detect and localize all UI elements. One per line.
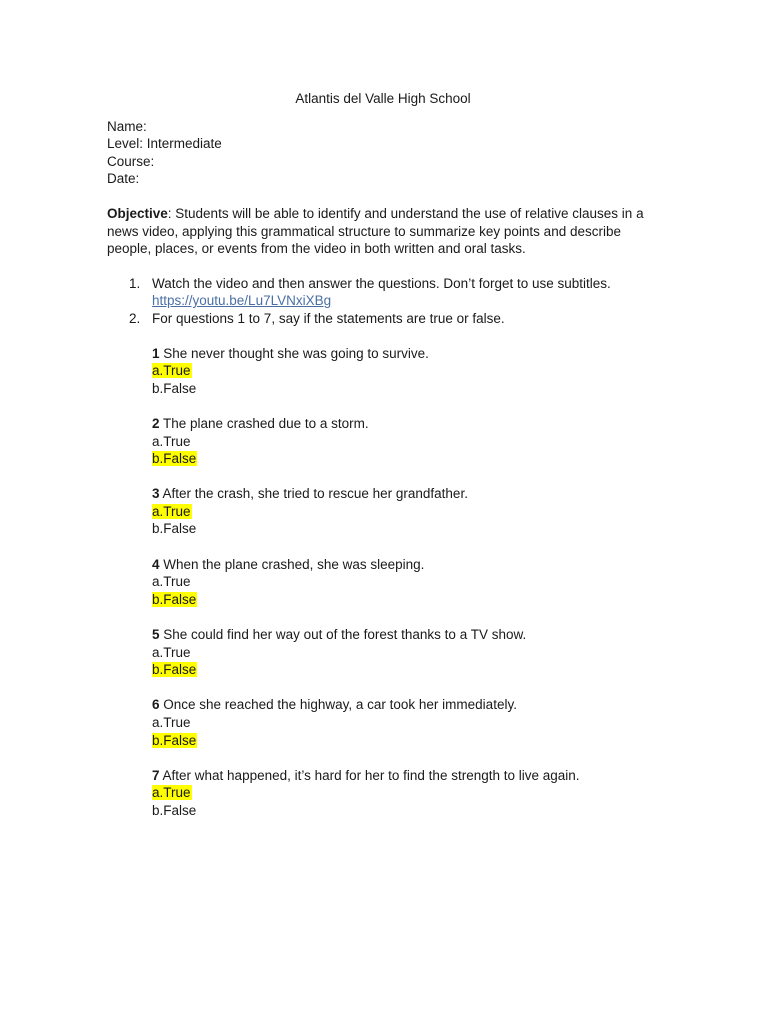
option-a[interactable] — [152, 644, 667, 662]
question-number: 6 — [152, 697, 160, 713]
question-item — [152, 556, 667, 609]
question-statement — [152, 415, 667, 433]
option-b[interactable] — [152, 520, 667, 538]
question-number: 1 — [152, 345, 160, 361]
option-a-text: a.True — [152, 363, 191, 379]
option-a-text: a.True — [152, 503, 191, 519]
option-b-text: b.False — [152, 732, 197, 748]
question-text: When the plane crashed, she was sleeping. — [159, 556, 425, 572]
question-number: 3 — [152, 486, 160, 502]
student-info-block — [107, 118, 667, 188]
question-statement — [152, 626, 667, 644]
objective-paragraph — [107, 205, 667, 258]
question-number: 4 — [152, 556, 160, 572]
objective-text: : Students will be able to identify and understand the use of relative clauses in a news video, applying this grammatical structure to summarize key points and describe people, places, or events from the video in both written and oral tasks. — [107, 205, 644, 257]
option-a[interactable] — [152, 433, 667, 451]
question-item — [152, 345, 667, 398]
question-text: After the crash, she tried to rescue her grandfather. — [159, 486, 468, 502]
question-statement — [152, 485, 667, 503]
question-item — [152, 485, 667, 538]
question-item — [152, 696, 667, 749]
option-b-text: b.False — [152, 591, 197, 607]
question-item — [152, 415, 667, 468]
option-b[interactable] — [152, 661, 667, 679]
question-number: 5 — [152, 627, 160, 643]
instruction-number: 1. — [129, 275, 141, 291]
name-field-label: Name: — [107, 118, 147, 134]
option-a[interactable] — [152, 573, 667, 591]
instruction-text: For questions 1 to 7, say if the statements are true or false. — [152, 310, 505, 326]
option-a-text: a.True — [152, 715, 191, 730]
option-b-text: b.False — [152, 380, 197, 396]
option-b-text: b.False — [152, 521, 197, 537]
question-item — [152, 767, 667, 820]
question-number: 7 — [152, 767, 160, 783]
course-field-label: Course: — [107, 153, 155, 169]
option-a[interactable] — [152, 784, 667, 802]
question-text: After what happened, it’s hard for her to find the strength to live again. — [159, 767, 580, 783]
question-text: The plane crashed due to a storm. — [159, 415, 369, 431]
question-text: She never thought she was going to survive. — [159, 345, 429, 361]
option-a[interactable] — [152, 714, 667, 732]
objective-label: Objective — [107, 205, 168, 221]
question-statement — [152, 696, 667, 714]
instruction-item — [107, 275, 667, 310]
instruction-text: Watch the video and then answer the questions. Don’t forget to use subtitles. — [152, 275, 611, 291]
date-field-label: Date: — [107, 171, 140, 187]
option-a[interactable] — [152, 503, 667, 521]
instruction-item — [107, 310, 667, 328]
option-b[interactable] — [152, 732, 667, 750]
video-link[interactable]: https://youtu.be/Lu7LVNxiXBg — [152, 293, 332, 309]
question-number: 2 — [152, 415, 160, 431]
option-b-text: b.False — [152, 802, 197, 818]
option-b[interactable] — [152, 802, 667, 820]
worksheet-page — [107, 90, 667, 837]
question-statement — [152, 767, 667, 785]
question-text: Once she reached the highway, a car took her immediately. — [159, 697, 517, 713]
questions-list — [152, 345, 667, 820]
option-a-text: a.True — [152, 433, 191, 449]
option-b-text: b.False — [152, 662, 197, 678]
option-b[interactable] — [152, 450, 667, 468]
option-a-text: a.True — [152, 785, 191, 801]
instruction-number: 2. — [129, 310, 141, 326]
question-item — [152, 626, 667, 679]
question-statement — [152, 556, 667, 574]
level-field-label: Level: Intermediate — [107, 136, 222, 152]
option-a[interactable] — [152, 362, 667, 380]
option-a-text: a.True — [152, 644, 191, 660]
question-text: She could find her way out of the forest thanks to a TV show. — [159, 627, 527, 643]
option-b-text: b.False — [152, 451, 197, 467]
option-a-text: a.True — [152, 574, 191, 590]
question-statement — [152, 345, 667, 363]
school-title: Atlantis del Valle High School — [295, 91, 471, 106]
option-b[interactable] — [152, 380, 667, 398]
option-b[interactable] — [152, 591, 667, 609]
instructions-list — [107, 275, 667, 328]
